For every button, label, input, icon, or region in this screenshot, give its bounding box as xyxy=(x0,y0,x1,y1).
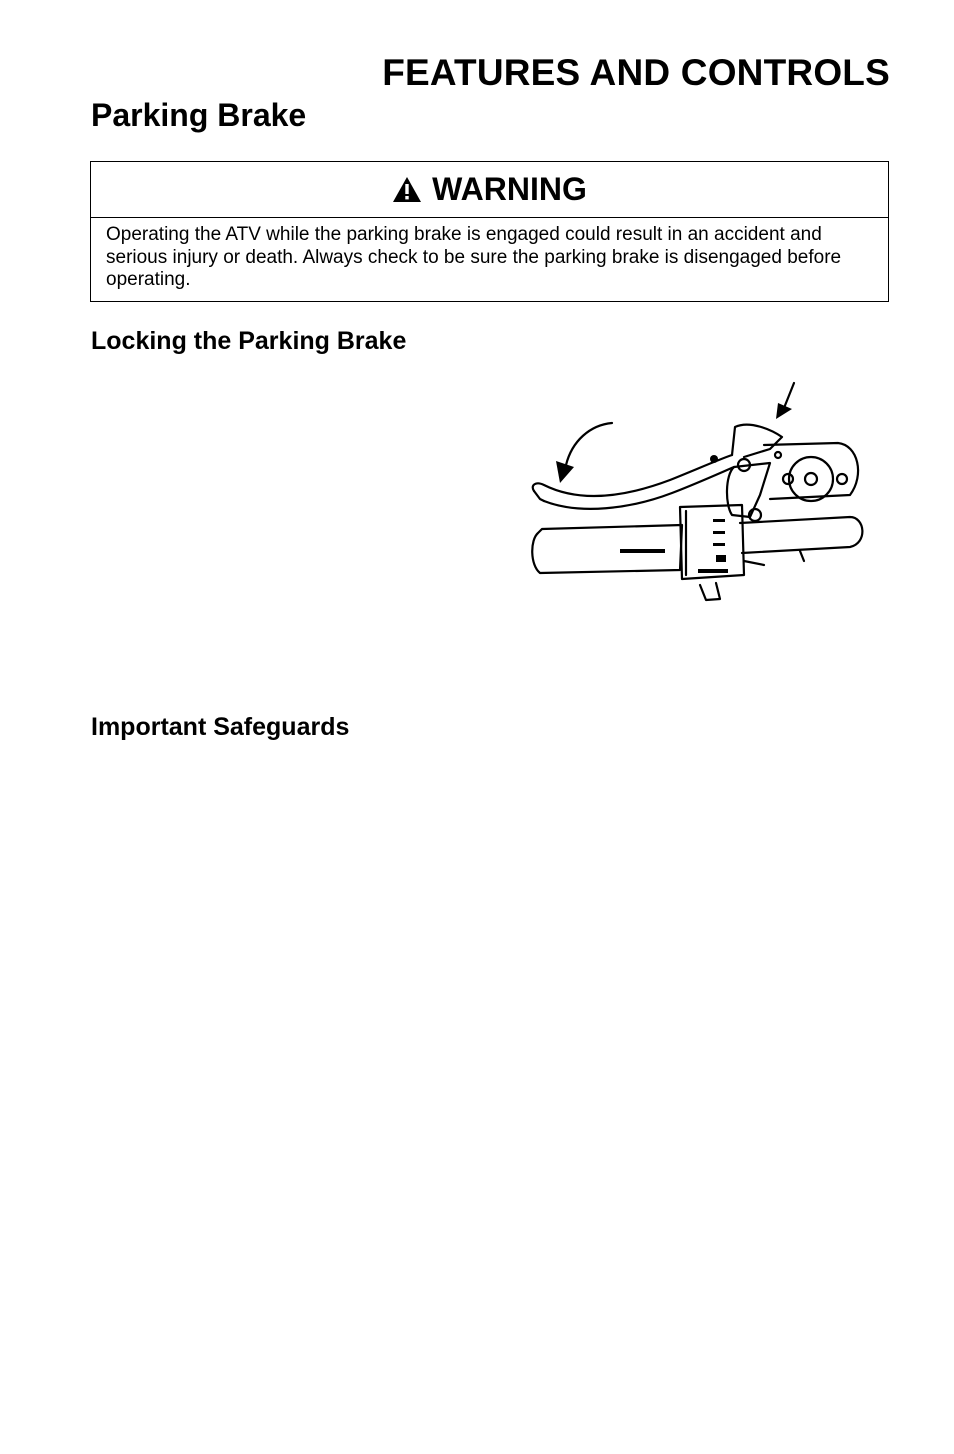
safeguards-heading: Important Safeguards xyxy=(91,713,350,741)
warning-box xyxy=(90,161,889,302)
warning-text: Operating the ATV while the parking brake is engaged could result in an accident and serious injury or death. Always check to be sure the parking brake is disengaged before operating. xyxy=(106,224,842,290)
brake-lever-illustration xyxy=(520,375,880,610)
warning-label: WARNING xyxy=(432,171,587,207)
warning-triangle-icon xyxy=(392,176,422,203)
section-title: Parking Brake xyxy=(91,97,307,133)
chapter-title: FEATURES AND CONTROLS xyxy=(382,52,890,93)
warning-header xyxy=(91,162,888,218)
locking-heading: Locking the Parking Brake xyxy=(91,327,407,355)
